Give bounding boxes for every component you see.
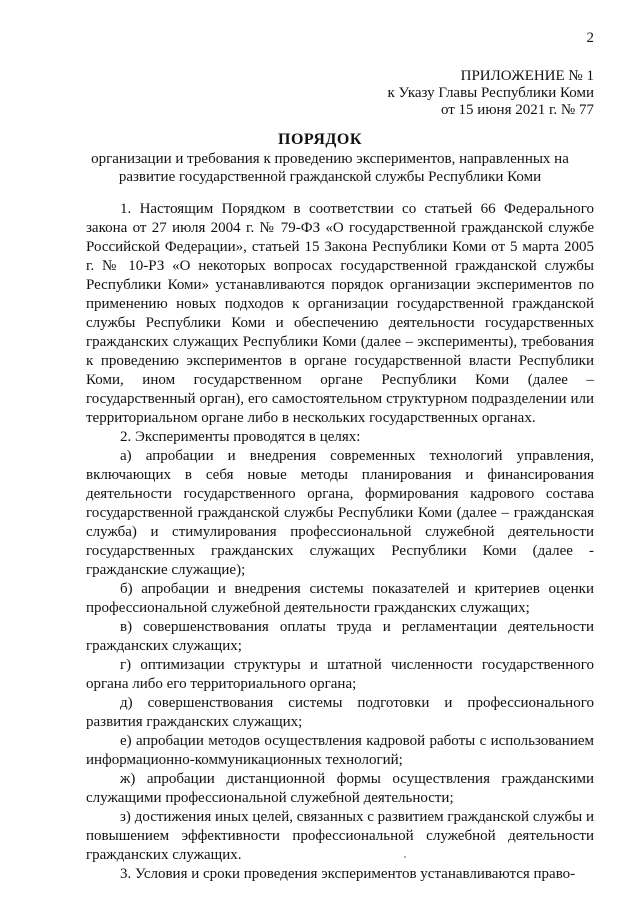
- appendix-line-2: к Указу Главы Республики Коми: [387, 85, 594, 101]
- paragraph-3: 3. Условия и сроки проведения экспериментов устанавливаются право-: [120, 866, 576, 882]
- appendix-header: [387, 68, 594, 119]
- document-body: [86, 200, 594, 884]
- appendix-line-3: от 15 июня 2021 г. № 77: [440, 102, 594, 118]
- paragraph-2v: в) совершенствования оплаты труда и регламентации деятельности гражданских служащих;: [86, 619, 594, 654]
- scan-speck: [404, 856, 406, 858]
- paragraph-2a: а) апробации и внедрения современных технологий управления, включающих в себя новые методы планирования и финансирования деятельности государственного органа, формирования кадрового состава государственной гражданской службы Республики Коми (далее – гражданская служба) и стимулирования профессиональной служебной деятельности государственных гражданских служащих Республики Коми (далее - гражданские служащие);: [86, 448, 594, 578]
- page-number: 2: [586, 30, 594, 46]
- document-title: ПОРЯДОК: [278, 131, 362, 148]
- paragraph-2e: е) апробации методов осуществления кадровой работы с использованием информационно-коммуникационных технологий;: [86, 733, 594, 768]
- paragraph-2d: д) совершенствования системы подготовки и профессионального развития гражданских служащих;: [86, 695, 594, 730]
- paragraph-2z: з) достижения иных целей, связанных с развитием гражданской службы и повышением эффективности профессиональной служебной деятельности гражданских служащих.: [86, 809, 594, 863]
- paragraph-2b: б) апробации и внедрения системы показателей и критериев оценки профессиональной служебной деятельности гражданских служащих;: [86, 581, 594, 616]
- paragraph-1: 1. Настоящим Порядком в соответствии со статьей 66 Федерального закона от 27 июля 2004 г. № 79-ФЗ «О государственной гражданской службе Российской Федерации», статьей 15 Закона Республики Коми от 5 марта 2005 г. № 10-РЗ «О некоторых вопросах государственной гражданской службы Республики Коми» устанавливаются порядок организации экспериментов по применению новых подходов к организации государственной гражданской службы Республики Коми и обеспечению деятельности государственных гражданских служащих Республики Коми (далее – эксперименты), требования к проведению экспериментов в органе государственной власти Республики Коми, ином государственном органе Республики Коми (далее – государственный орган), его самостоятельном структурном подразделении или территориальном органе либо в нескольких государственных органах.: [86, 201, 594, 426]
- paragraph-2zh: ж) апробации дистанционной формы осуществления гражданскими служащими профессиональной служебной деятельности;: [86, 771, 594, 806]
- paragraph-2: 2. Эксперименты проводятся в целях:: [120, 429, 361, 445]
- appendix-line-1: ПРИЛОЖЕНИЕ № 1: [460, 68, 594, 84]
- paragraph-2g: г) оптимизации структуры и штатной численности государственного органа либо его территориального органа;: [86, 657, 594, 692]
- document-subtitle: организации и требования к проведению экспериментов, направленных на развитие государственной гражданской службы Республики Коми: [91, 151, 569, 185]
